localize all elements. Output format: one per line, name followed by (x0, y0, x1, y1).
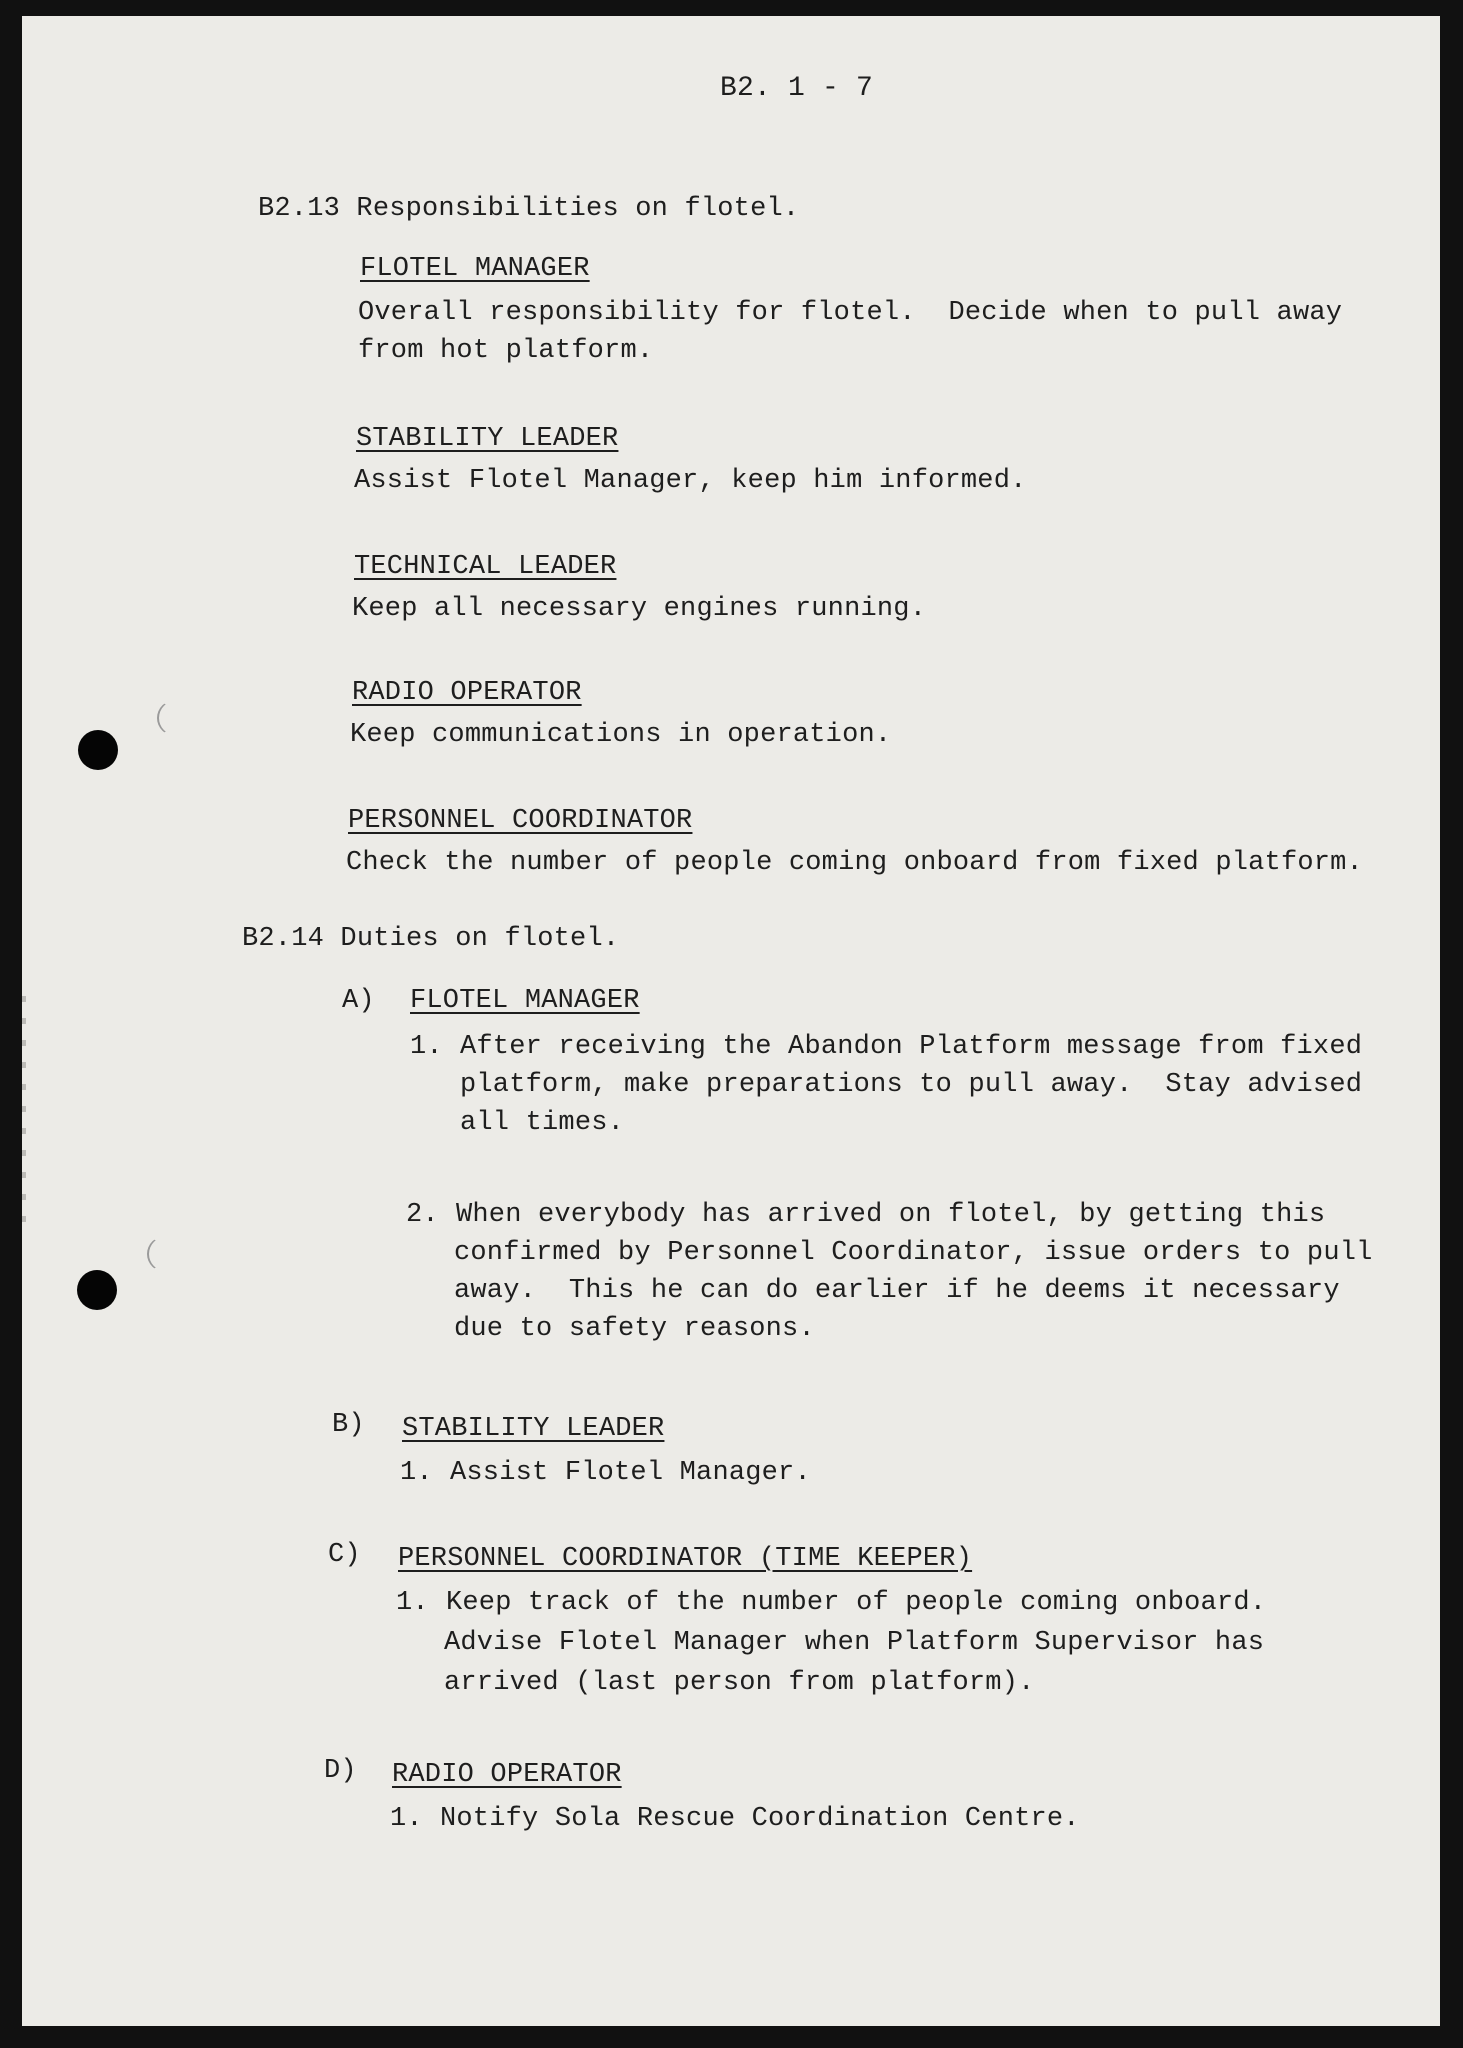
page-number: B2. 1 - 7 (720, 73, 874, 104)
section-heading-b213: B2.13 Responsibilities on flotel. (258, 194, 800, 224)
section-letter-c: C) (328, 1540, 361, 1570)
duty-title-stability-leader: STABILITY LEADER (402, 1414, 665, 1444)
duty-title-flotel-manager: FLOTEL MANAGER (410, 986, 640, 1016)
item-line: due to safety reasons. (454, 1314, 815, 1344)
item-line: Assist Flotel Manager. (450, 1458, 811, 1488)
item-line: platform, make preparations to pull away. Stay advised (460, 1070, 1363, 1100)
duty-title-personnel-coordinator: PERSONNEL COORDINATOR (TIME KEEPER) (398, 1544, 973, 1574)
item-line: all times. (460, 1108, 625, 1138)
role-title-radio-operator: RADIO OPERATOR (352, 678, 582, 708)
item-number: 1. (400, 1458, 433, 1488)
role-desc-line: Check the number of people coming onboard from fixed platform. (346, 848, 1363, 878)
item-line: confirmed by Personnel Coordinator, issue orders to pull (454, 1238, 1373, 1268)
role-title-flotel-manager: FLOTEL MANAGER (360, 254, 590, 284)
duty-title-radio-operator: RADIO OPERATOR (392, 1760, 622, 1790)
ring-mark-upper (157, 700, 194, 736)
role-desc-line: Keep all necessary engines running. (352, 594, 927, 624)
role-title-stability-leader: STABILITY LEADER (356, 424, 619, 454)
item-line: When everybody has arrived on flotel, by getting this (456, 1200, 1326, 1230)
item-number: 1. (390, 1804, 423, 1834)
item-number: 1. (396, 1588, 429, 1618)
edge-scan-marks (22, 996, 26, 1226)
role-desc-line: Overall responsibility for flotel. Decide when to pull away (358, 298, 1343, 328)
punch-hole-lower (77, 1270, 117, 1310)
section-letter-d: D) (324, 1756, 357, 1786)
item-number: 1. (410, 1032, 443, 1062)
item-line: Keep track of the number of people coming onboard. (446, 1588, 1267, 1618)
item-line: After receiving the Abandon Platform message from fixed (460, 1032, 1363, 1062)
role-title-technical-leader: TECHNICAL LEADER (354, 552, 617, 582)
role-desc-line: Keep communications in operation. (350, 720, 892, 750)
item-line: away. This he can do earlier if he deems it necessary (454, 1276, 1340, 1306)
item-line: arrived (last person from platform). (444, 1668, 1035, 1698)
section-heading-b214: B2.14 Duties on flotel. (242, 924, 620, 954)
item-number: 2. (406, 1200, 439, 1230)
item-line: Advise Flotel Manager when Platform Supervisor has (444, 1628, 1265, 1658)
role-desc-line: from hot platform. (358, 336, 654, 366)
role-desc-line: Assist Flotel Manager, keep him informed. (354, 466, 1027, 496)
item-line: Notify Sola Rescue Coordination Centre. (440, 1804, 1080, 1834)
role-title-personnel-coordinator: PERSONNEL COORDINATOR (348, 806, 693, 836)
section-letter-b: B) (332, 1410, 365, 1440)
section-letter-a: A) (342, 986, 375, 1016)
ring-mark-lower (147, 1236, 184, 1272)
document-page (22, 16, 1440, 2026)
punch-hole-upper (78, 730, 118, 770)
